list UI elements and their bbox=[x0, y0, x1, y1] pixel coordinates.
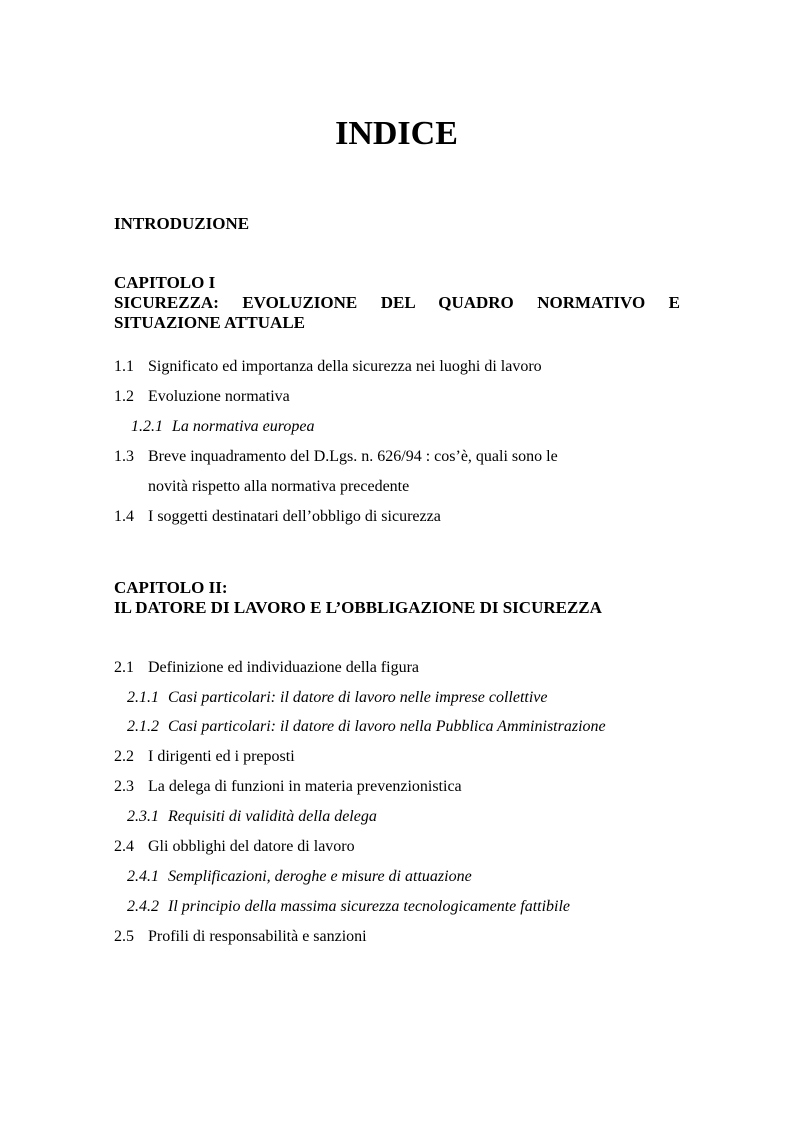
introduction-heading: INTRODUZIONE bbox=[114, 214, 250, 233]
toc-entry-text: La normativa europea bbox=[172, 418, 315, 435]
toc-entry-text: La delega di funzioni in materia prevenzionistica bbox=[148, 778, 462, 795]
chapter-2-title: IL DATORE DI LAVORO E L’OBBLIGAZIONE DI SICUREZZA bbox=[114, 598, 602, 617]
toc-entry-number: 2.1 bbox=[114, 659, 134, 676]
toc-entry-2-1[interactable] bbox=[114, 658, 419, 678]
chapter-1-title-word: DEL bbox=[380, 293, 415, 312]
toc-entry-number: 2.3 bbox=[114, 778, 134, 795]
toc-entry-2-4-1[interactable] bbox=[127, 867, 472, 887]
toc-entry-number: 2.3.1 bbox=[127, 808, 159, 825]
toc-entry-1-2[interactable] bbox=[114, 387, 290, 407]
toc-entry-1-3[interactable] bbox=[114, 447, 558, 467]
toc-entry-1-4[interactable] bbox=[114, 507, 441, 527]
toc-entry-text: I dirigenti ed i preposti bbox=[148, 748, 295, 765]
chapter-1-title-word: EVOLUZIONE bbox=[242, 293, 358, 312]
toc-entry-text: Profili di responsabilità e sanzioni bbox=[148, 928, 367, 945]
toc-entry-1-3-continuation: novità rispetto alla normativa precedente bbox=[148, 478, 410, 495]
toc-entry-1-1[interactable] bbox=[114, 357, 542, 377]
chapter-1-title bbox=[114, 293, 680, 313]
toc-entry-text: Il principio della massima sicurezza tecnologicamente fattibile bbox=[168, 898, 571, 915]
toc-entry-text: Significato ed importanza della sicurezza nei luoghi di lavoro bbox=[148, 358, 542, 375]
toc-entry-2-1-1[interactable] bbox=[127, 688, 548, 708]
toc-entry-number: 2.2 bbox=[114, 748, 134, 765]
chapter-1-title-line2: SITUAZIONE ATTUALE bbox=[114, 313, 305, 332]
page-title: INDICE bbox=[335, 115, 458, 152]
toc-entry-number: 2.5 bbox=[114, 928, 134, 945]
chapter-1-label: CAPITOLO I bbox=[114, 273, 216, 292]
toc-entry-text: Evoluzione normativa bbox=[148, 388, 290, 405]
toc-entry-2-2[interactable] bbox=[114, 747, 295, 767]
toc-entry-text: Casi particolari: il datore di lavoro nelle imprese collettive bbox=[168, 689, 548, 706]
toc-entry-2-5[interactable] bbox=[114, 927, 367, 947]
toc-entry-number: 1.2.1 bbox=[131, 418, 163, 435]
toc-entry-text: Semplificazioni, deroghe e misure di attuazione bbox=[168, 868, 472, 885]
toc-entry-text: Casi particolari: il datore di lavoro nella Pubblica Amministrazione bbox=[168, 718, 606, 735]
toc-entry-text: Gli obblighi del datore di lavoro bbox=[148, 838, 355, 855]
toc-entry-number: 2.4.1 bbox=[127, 868, 159, 885]
toc-entry-number: 2.4.2 bbox=[127, 898, 159, 915]
chapter-1-title-word: NORMATIVO bbox=[537, 293, 646, 312]
toc-entry-number: 1.4 bbox=[114, 508, 134, 525]
toc-entry-text: Requisiti di validità della delega bbox=[168, 808, 377, 825]
toc-entry-number: 2.1.2 bbox=[127, 718, 159, 735]
toc-entry-number: 2.4 bbox=[114, 838, 134, 855]
chapter-1-title-word: QUADRO bbox=[438, 293, 514, 312]
chapter-1-title-word: E bbox=[668, 293, 681, 312]
toc-entry-text: Breve inquadramento del D.Lgs. n. 626/94 : cos’è, quali sono le bbox=[148, 448, 558, 465]
toc-entry-2-3[interactable] bbox=[114, 777, 462, 797]
toc-entry-number: 2.1.1 bbox=[127, 689, 159, 706]
chapter-1-title-word: SICUREZZA: bbox=[114, 293, 219, 312]
chapter-2-label: CAPITOLO II: bbox=[114, 578, 228, 597]
toc-entry-2-4[interactable] bbox=[114, 837, 355, 857]
toc-entry-1-2-1[interactable] bbox=[131, 417, 315, 437]
toc-entry-2-4-2[interactable] bbox=[127, 897, 570, 917]
toc-entry-number: 1.2 bbox=[114, 388, 134, 405]
toc-entry-number: 1.1 bbox=[114, 358, 134, 375]
toc-entry-2-1-2[interactable] bbox=[127, 717, 606, 737]
toc-entry-text: I soggetti destinatari dell’obbligo di sicurezza bbox=[148, 508, 441, 525]
toc-entry-2-3-1[interactable] bbox=[127, 807, 377, 827]
toc-entry-number: 1.3 bbox=[114, 448, 134, 465]
toc-entry-text: Definizione ed individuazione della figura bbox=[148, 659, 420, 676]
